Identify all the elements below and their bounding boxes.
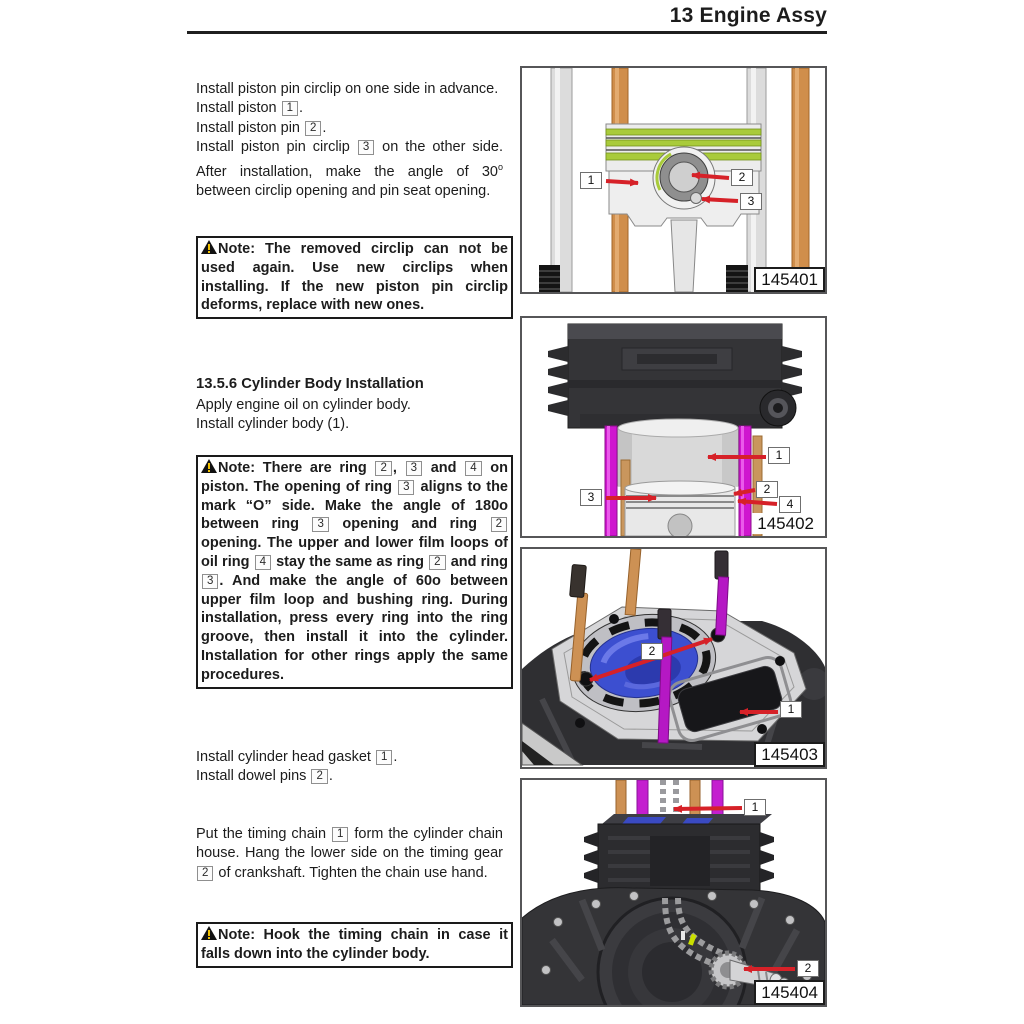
callout-reference-box: 1 xyxy=(376,750,392,765)
circlip xyxy=(691,193,702,204)
callout-reference-box: 4 xyxy=(255,555,271,570)
instruction-line: Install piston pin circlip 3 on the other side. After installation, make the angle of 30$^o$ between circlip opening and pin seat opening. xyxy=(196,139,504,199)
callout-box-2: 2 xyxy=(731,169,753,186)
cylinder-sleeve xyxy=(618,419,738,486)
callout-reference-box: 2 xyxy=(375,461,391,476)
callout-reference-box: 3 xyxy=(312,517,328,532)
warning-triangle-icon xyxy=(201,459,217,473)
warning-triangle-icon xyxy=(201,240,217,254)
gasket-top-view-illustration xyxy=(522,549,825,767)
page-title: 13 Engine Assy xyxy=(669,4,827,27)
timing-chain-illustration xyxy=(522,780,825,1005)
instruction-line: Install piston 1 . xyxy=(196,100,304,117)
note-text: Note: The removed circlip can not be used again. Use new circlips when installing. If the new piston pin circlip deforms, replace with new ones. xyxy=(201,241,508,314)
figure-number-label: 145402 xyxy=(752,513,819,534)
callout-box-1: 1 xyxy=(580,172,602,189)
figure-cylinder-body xyxy=(520,316,827,538)
header-divider xyxy=(187,31,827,34)
callout-reference-box: 2 xyxy=(305,121,321,136)
callout-reference-box: 2 xyxy=(311,769,327,784)
instruction-line: Put the timing chain 1 form the cylinder chain house. Hang the lower side on the timing gear 2 of crankshaft. Tighten the chain use hand. xyxy=(196,826,503,881)
note-box-rings xyxy=(196,455,513,689)
instructions-gasket xyxy=(196,748,503,787)
note-text: Note: Hook the timing chain in case it falls down into the cylinder body. xyxy=(201,927,508,962)
callout-box-1: 1 xyxy=(780,701,802,718)
instructions-timing-chain xyxy=(196,825,503,883)
warning-triangle-icon xyxy=(201,926,217,940)
callout-reference-box: 3 xyxy=(406,461,422,476)
figure-number-badge: 145404 xyxy=(754,980,825,1005)
instruction-line: Install dowel pins 2 . xyxy=(196,768,333,785)
piston-illustration xyxy=(522,68,825,292)
instructions-install-piston xyxy=(196,80,503,201)
instruction-line: Install piston pin 2 . xyxy=(196,119,327,136)
callout-reference-box: 3 xyxy=(202,574,218,589)
instruction-line: Install cylinder body (1). xyxy=(196,416,350,433)
callout-box-4: 4 xyxy=(779,496,801,513)
figure-number-badge: 145403 xyxy=(754,742,825,767)
callout-box-3: 3 xyxy=(580,489,602,506)
callout-reference-box: 1 xyxy=(332,827,348,842)
figure-timing-chain xyxy=(520,778,827,1007)
callout-reference-box: 2 xyxy=(197,866,213,881)
figure-number-badge: 145401 xyxy=(754,267,825,292)
note-text: Note: There are ring 2 , 3 and 4 on piston. The opening of ring 3 aligns to the mark “O” side. Make the angle of 180o between ring 3 opening and ring 2 opening. The upper and lower film loops of oil ring 4 stay the same as ring 2 and ring 3 . And make the angle of 60o between upper film loop and bushing ring. During installation, press every ring into the ring groove, then install it into the cylinder. Installation for other rings apply the same procedures. xyxy=(201,460,509,683)
callout-box-2: 2 xyxy=(756,481,778,498)
cylinder-block xyxy=(584,814,774,898)
callout-reference-box: 3 xyxy=(398,480,414,495)
figure-piston-pin-circlip xyxy=(520,66,827,294)
cylinder-block xyxy=(548,324,802,428)
callout-box-1: 1 xyxy=(768,447,790,464)
callout-reference-box: 2 xyxy=(491,517,507,532)
callout-reference-box: 2 xyxy=(429,555,445,570)
callout-box-2: 2 xyxy=(797,960,819,977)
instruction-line: Install cylinder head gasket 1 . xyxy=(196,749,398,765)
callout-box-3: 3 xyxy=(740,193,762,210)
note-box-circlip xyxy=(196,236,513,319)
instruction-line: Apply engine oil on cylinder body. xyxy=(196,397,411,413)
piston-with-rings xyxy=(625,481,735,536)
callout-reference-box: 1 xyxy=(282,101,298,116)
callout-reference-box: 3 xyxy=(358,140,374,155)
note-box-chain xyxy=(196,922,513,968)
section-cylinder-body xyxy=(196,376,503,435)
instruction-line: Install piston pin circlip on one side in advance. xyxy=(196,81,499,97)
callout-reference-box: 4 xyxy=(465,461,481,476)
callout-box-1: 1 xyxy=(744,799,766,816)
section-heading: 13.5.6 Cylinder Body Installation xyxy=(196,376,424,392)
callout-box-2: 2 xyxy=(641,643,663,660)
figure-head-gasket xyxy=(520,547,827,769)
